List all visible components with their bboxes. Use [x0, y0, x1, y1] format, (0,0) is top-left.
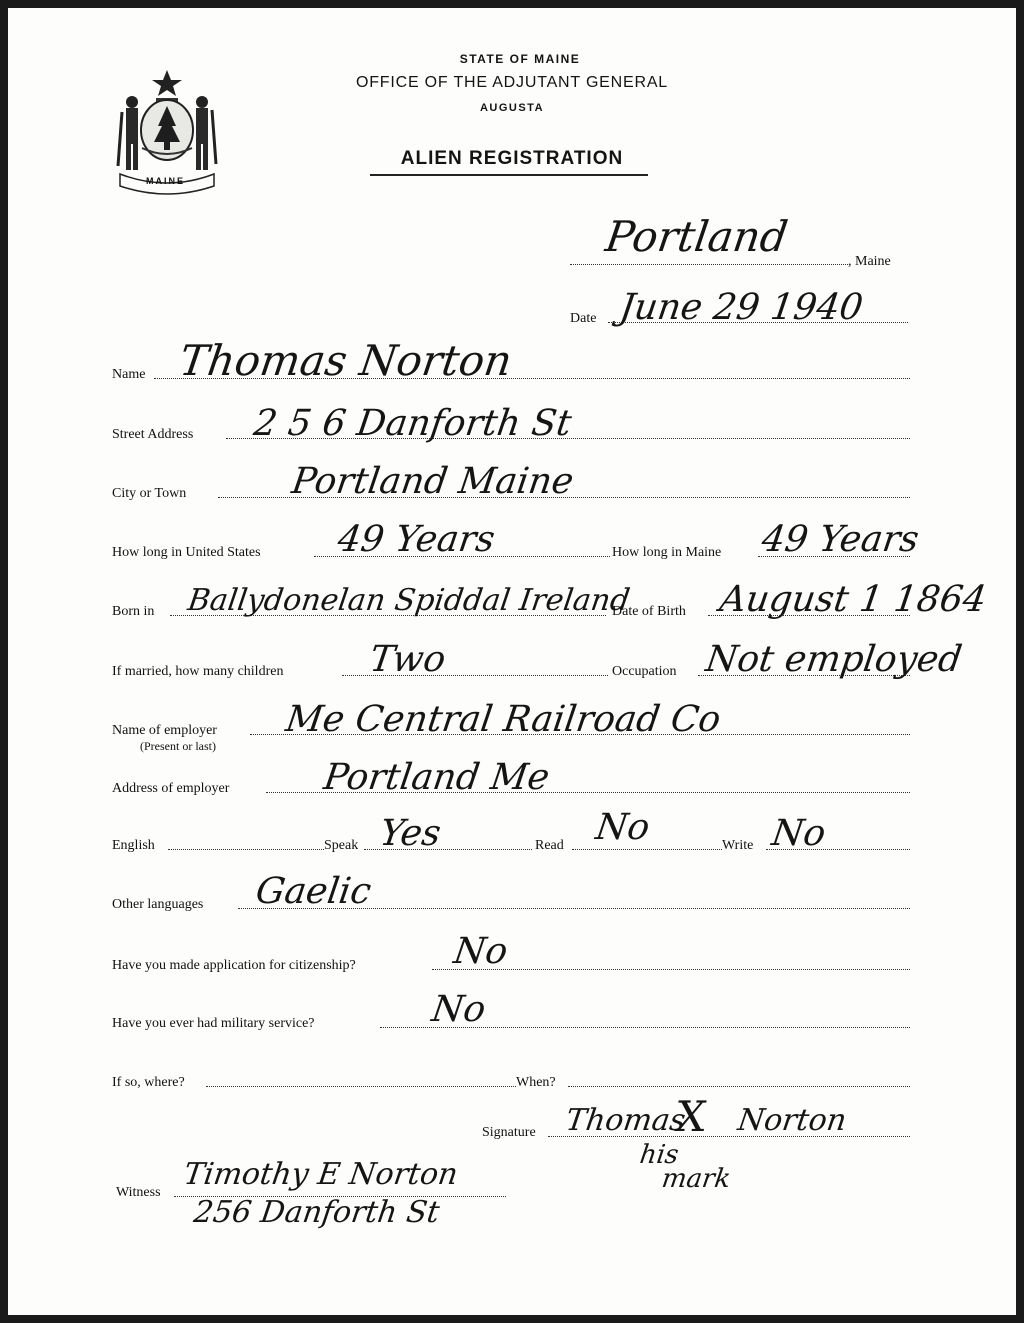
name-value[interactable]: Thomas Norton: [176, 336, 515, 385]
witness-label: Witness: [116, 1185, 161, 1200]
employer-address-value[interactable]: Portland Me: [321, 757, 552, 798]
city-value[interactable]: Portland Maine: [289, 461, 577, 502]
employer-name-sublabel: (Present or last): [140, 739, 216, 753]
other-languages-label: Other languages: [112, 897, 204, 912]
children-label: If married, how many children: [112, 664, 284, 679]
city-label: City or Town: [112, 486, 187, 501]
witness-address[interactable]: 256 Danforth St: [191, 1195, 442, 1230]
signature-mark[interactable]: X: [672, 1092, 710, 1141]
speak-value[interactable]: Yes: [377, 813, 444, 854]
date-of-birth-label: Date of Birth: [612, 604, 686, 619]
citizenship-value[interactable]: No: [451, 931, 511, 972]
write-value[interactable]: No: [769, 813, 829, 854]
read-label: Read: [535, 838, 564, 853]
if-so-where-label: If so, where?: [112, 1075, 185, 1090]
street-address-value[interactable]: 2 5 6 Danforth St: [251, 403, 574, 444]
how-long-maine-label: How long in Maine: [612, 545, 722, 560]
signature-last[interactable]: Norton: [735, 1103, 849, 1138]
how-long-us-value[interactable]: 49 Years: [335, 519, 498, 560]
place-value[interactable]: Portland: [602, 212, 791, 261]
registration-form: [8, 8, 1016, 1315]
how-long-us-label: How long in United States: [112, 545, 261, 560]
name-label: Name: [112, 367, 146, 382]
place-line: [570, 264, 848, 265]
place-suffix: , Maine: [848, 254, 891, 269]
employer-name-value[interactable]: Me Central Railroad Co: [283, 699, 724, 740]
seal-text: MAINE: [146, 176, 185, 186]
when-line[interactable]: [568, 1086, 910, 1087]
date-label: Date: [570, 311, 597, 326]
when-label: When?: [516, 1075, 556, 1090]
employer-address-label: Address of employer: [112, 781, 230, 796]
children-value[interactable]: Two: [367, 639, 449, 680]
read-value[interactable]: No: [593, 807, 653, 848]
signature-mark-note-mark: mark: [659, 1164, 733, 1194]
occupation-label: Occupation: [612, 664, 677, 679]
title-underline: [370, 174, 648, 176]
signature-first[interactable]: Thomas: [563, 1103, 688, 1138]
born-in-value[interactable]: Ballydonelan Spiddal Ireland: [185, 583, 633, 618]
occupation-value[interactable]: Not employed: [703, 639, 965, 680]
if-so-where-line[interactable]: [206, 1086, 516, 1087]
write-label: Write: [722, 838, 754, 853]
read-line: [572, 849, 722, 850]
street-address-label: Street Address: [112, 427, 194, 442]
date-of-birth-value[interactable]: August 1 1864: [717, 579, 989, 620]
employer-name-label: Name of employer: [112, 723, 217, 738]
military-label: Have you ever had military service?: [112, 1016, 315, 1031]
header-state: STATE OF MAINE: [459, 52, 581, 66]
english-label: English: [112, 838, 155, 853]
signature-mark-note-his: his: [637, 1140, 681, 1170]
born-in-label: Born in: [112, 604, 155, 619]
header-city: AUGUSTA: [479, 102, 545, 114]
english-line: [168, 849, 324, 850]
date-value[interactable]: June 29 1940: [617, 287, 866, 328]
witness-name[interactable]: Timothy E Norton: [181, 1157, 461, 1192]
signature-label: Signature: [482, 1125, 536, 1140]
how-long-maine-value[interactable]: 49 Years: [759, 519, 922, 560]
other-languages-value[interactable]: Gaelic: [253, 871, 374, 912]
header-office: OFFICE OF THE ADJUTANT GENERAL: [355, 74, 669, 91]
speak-label: Speak: [324, 838, 359, 853]
form-title: ALIEN REGISTRATION: [400, 148, 624, 169]
military-value[interactable]: No: [429, 989, 489, 1030]
citizenship-label: Have you made application for citizenship?: [112, 958, 356, 973]
